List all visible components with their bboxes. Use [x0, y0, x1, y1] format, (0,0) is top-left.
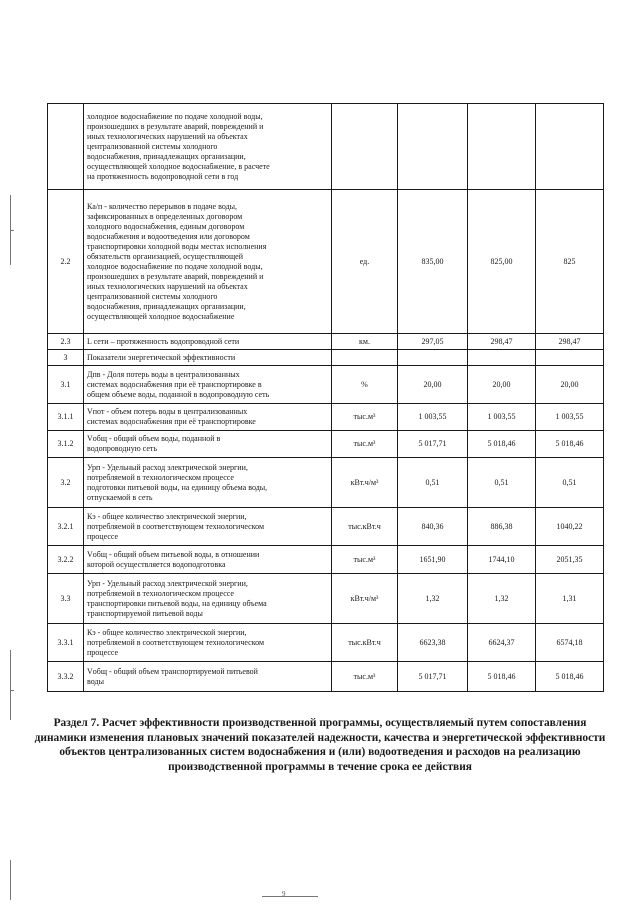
section-7-heading: Раздел 7. Расчет эффективности производственной программы, осуществляемый путем сопоставления динамики изменения плановых значений показателей надежности, качества и энергетической эффективности объектов централизованных систем водоснабжения и (или) водоотведения и расходов на реализацию производственной программы в течение срока ее действия	[34, 717, 606, 773]
scan-margin-mark	[10, 860, 11, 900]
row-description: Vобщ - общий объем питьевой воды, в отношении которой осуществляется водоподготовка	[84, 546, 332, 574]
table-row	[48, 508, 604, 546]
row-description: Кэ - общее количество электрической энергии, потребляемой в соответствующем технологическом процессе	[84, 624, 332, 662]
row-unit: %	[332, 366, 398, 404]
indicators-table	[47, 103, 604, 692]
table-row	[48, 190, 604, 334]
row-unit: тыс.кВт.ч	[332, 508, 398, 546]
scan-margin-mark	[10, 650, 11, 720]
row-value-3: 1040,22	[536, 508, 604, 546]
row-number: 2.3	[48, 334, 84, 350]
table-row	[48, 366, 604, 404]
row-number: 2.2	[48, 190, 84, 334]
row-value-2: 0,51	[468, 458, 536, 508]
row-value-1: 20,00	[398, 366, 468, 404]
row-value-2: 20,00	[468, 366, 536, 404]
table-row	[48, 334, 604, 350]
row-value-2	[468, 104, 536, 190]
row-unit: кВт.ч/м³	[332, 574, 398, 624]
row-value-3: 2051,35	[536, 546, 604, 574]
row-unit	[332, 350, 398, 366]
row-description: Урп - Удельный расход электрической энергии, потребляемой в технологическом процессе подготовки питьевой воды, на единицу объема воды, отпускаемой в сеть	[84, 458, 332, 508]
row-description: Урп - Удельный расход электрической энергии, потребляемой в технологическом процессе транспортировки питьевой воды, на единицу объема транспортируемой питьевой воды	[84, 574, 332, 624]
row-number: 3.2.2	[48, 546, 84, 574]
row-description: холодное водоснабжение по подаче холодной воды, произошедших в результате аварий, повреждений и иных технологических нарушений на объектах централизованной системы холодного водоснабжения, принадлежащих организации, осуществляющей холодное водоснабжение, в расчете на протяженность водопроводной сети в год	[84, 104, 332, 190]
row-unit: тыс.м³	[332, 431, 398, 458]
row-value-1	[398, 104, 468, 190]
row-value-1	[398, 350, 468, 366]
row-unit: тыс.м³	[332, 404, 398, 431]
table-row	[48, 104, 604, 190]
row-value-2: 886,38	[468, 508, 536, 546]
row-description: Vобщ - общий объем воды, поданной в водопроводную сеть	[84, 431, 332, 458]
row-value-2: 5 018,46	[468, 662, 536, 692]
table-row	[48, 431, 604, 458]
table-row	[48, 662, 604, 692]
row-value-3: 1,31	[536, 574, 604, 624]
row-unit: тыс.м³	[332, 546, 398, 574]
row-value-2: 1744,10	[468, 546, 536, 574]
row-number: 3.2.1	[48, 508, 84, 546]
table-row	[48, 546, 604, 574]
table-row	[48, 624, 604, 662]
row-number: 3	[48, 350, 84, 366]
row-number: 3.3.1	[48, 624, 84, 662]
row-description: Vобщ - общий объем транспортируемой питьевой воды	[84, 662, 332, 692]
page-number: 9	[282, 890, 286, 898]
row-value-2	[468, 350, 536, 366]
row-description: L сети – протяженность водопроводной сети	[84, 334, 332, 350]
scan-tick	[10, 690, 14, 691]
row-value-3: 5 018,46	[536, 431, 604, 458]
row-description: Vпот - объем потерь воды в централизованных системах водоснабжения при её транспортировке	[84, 404, 332, 431]
row-value-3: 825	[536, 190, 604, 334]
row-value-1: 1 003,55	[398, 404, 468, 431]
row-value-3	[536, 104, 604, 190]
row-number: 3.1.1	[48, 404, 84, 431]
row-value-1: 1,32	[398, 574, 468, 624]
row-value-1: 297,05	[398, 334, 468, 350]
row-unit: ед.	[332, 190, 398, 334]
row-value-1: 6623,38	[398, 624, 468, 662]
row-number: 3.1	[48, 366, 84, 404]
row-number: 3.2	[48, 458, 84, 508]
row-unit: тыс.м³	[332, 662, 398, 692]
row-value-2: 825,00	[468, 190, 536, 334]
row-value-3: 6574,18	[536, 624, 604, 662]
row-value-3: 5 018,46	[536, 662, 604, 692]
row-unit: км.	[332, 334, 398, 350]
scan-tick	[10, 230, 14, 231]
row-value-3: 298,47	[536, 334, 604, 350]
row-description: Дпв - Доля потерь воды в централизованных системах водоснабжения при её транспортировке в общем объеме воды, поданной в водопроводную сеть	[84, 366, 332, 404]
row-value-1: 5 017,71	[398, 662, 468, 692]
row-description: Ка/п - количество перерывов в подаче воды, зафиксированных в определенных договором холодного водоснабжения, единым договором водоснабжения и водоотведения или договором транспортировки холодной воды местах исполнения обязательств организацией, осуществляющей холодное водоснабжение по подаче холодной воды, произошедших в результате аварий, повреждений и иных технологических нарушений на объектах централизованной системы холодного водоснабжения, принадлежащих организации, осуществляющей холодное водоснабжение	[84, 190, 332, 334]
row-unit: кВт.ч/м³	[332, 458, 398, 508]
footer-rule	[262, 896, 318, 897]
row-value-1: 5 017,71	[398, 431, 468, 458]
row-value-1: 0,51	[398, 458, 468, 508]
row-description: Показатели энергетической эффективности	[84, 350, 332, 366]
row-number	[48, 104, 84, 190]
table-row	[48, 458, 604, 508]
row-value-3	[536, 350, 604, 366]
row-value-1: 1651,90	[398, 546, 468, 574]
row-value-3: 20,00	[536, 366, 604, 404]
row-value-2: 298,47	[468, 334, 536, 350]
row-unit	[332, 104, 398, 190]
row-value-2: 1 003,55	[468, 404, 536, 431]
row-description: Кэ - общее количество электрической энергии, потребляемой в соответствующем технологическом процессе	[84, 508, 332, 546]
row-value-2: 5 018,46	[468, 431, 536, 458]
indicators-table-body	[48, 104, 604, 692]
row-value-3: 1 003,55	[536, 404, 604, 431]
row-value-1: 835,00	[398, 190, 468, 334]
table-row	[48, 404, 604, 431]
row-value-2: 6624,37	[468, 624, 536, 662]
row-value-1: 840,36	[398, 508, 468, 546]
table-row	[48, 350, 604, 366]
row-number: 3.1.2	[48, 431, 84, 458]
row-unit: тыс.кВт.ч	[332, 624, 398, 662]
row-number: 3.3.2	[48, 662, 84, 692]
row-value-2: 1,32	[468, 574, 536, 624]
row-value-3: 0,51	[536, 458, 604, 508]
row-number: 3.3	[48, 574, 84, 624]
table-row	[48, 574, 604, 624]
